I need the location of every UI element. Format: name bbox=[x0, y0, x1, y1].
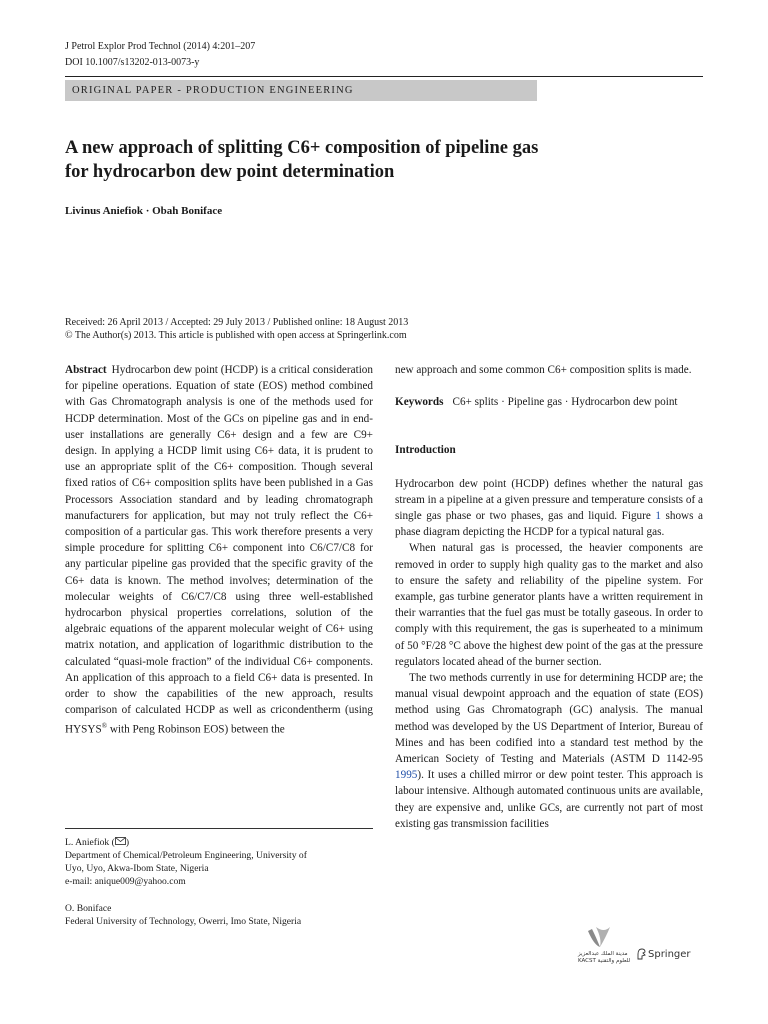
publisher-logos bbox=[578, 925, 703, 970]
registered-mark: ® bbox=[101, 722, 108, 731]
abstract-column bbox=[65, 362, 373, 738]
kacst-abbrev: KACST bbox=[578, 958, 596, 964]
copyright-notice: © The Author(s) 2013. This article is published with open access at Springerlink.com bbox=[65, 330, 407, 341]
title-line-1: A new approach of splitting C6+ composition of pipeline gas bbox=[65, 138, 539, 158]
springer-horse-icon bbox=[636, 947, 647, 965]
author-list: Livinus Aniefiok · Obah Boniface bbox=[65, 205, 223, 217]
astm-reference-link[interactable]: 1995 bbox=[395, 769, 418, 782]
kacst-arabic-line2: للعلوم والتقنية bbox=[597, 958, 631, 964]
section-banner: ORIGINAL PAPER - PRODUCTION ENGINEERING bbox=[65, 80, 537, 101]
author1-email[interactable]: e-mail: anique009@yahoo.com bbox=[65, 876, 186, 887]
introduction-heading: Introduction bbox=[395, 444, 456, 457]
kacst-text bbox=[578, 951, 630, 965]
abstract-text: Hydrocarbon dew point (HCDP) is a critical consideration for pipeline operations. Equation of state (EOS) method combined with Gas Chromatograph analysis is one of the methods used for HCDP determination. Most of the GCs on pipeline gas and in end-user installations are generally C6+ design and a few are C9+ design. In applying a HCDP limit using C6+ data, it is prudent to use an appropriate split of the C6+ composition. Though several fixed ratios of C6+ composition splits have been published in a Gas Processors Association standard and by leading chromatograph manufacturers for application, but may not truly reflect the C6+ composition of a particular gas. This work therefore presents a very simple procedure for splitting C6+ component into C6/C7/C8 for any particular pipeline gas provided that the specific gravity of the C6+ data is known. The method involves; determination of the molecular weights of C6/C7/C8 using three well-established hydrocarbon physical properties correlations, solution of the algebraic equations of the apparent molecular weight of C6+ using matrix notation, and application of logarithmic distribution to the calculated “quasi-mole fraction” of the individual C6+ components. An application of this approach to a field C6+ data is presented. In order to show the capabilities of the new approach, results comparison of calculated HCDP as well as cricondentherm (using HYSYS bbox=[65, 364, 373, 737]
keywords-label: Keywords bbox=[395, 396, 444, 409]
author1-department-line1: Department of Chemical/Petroleum Engineering, University of bbox=[65, 850, 307, 861]
keywords-paragraph bbox=[395, 394, 703, 410]
author2-name: O. Boniface bbox=[65, 903, 112, 914]
author1-close: ) bbox=[125, 837, 130, 848]
abstract-text-end: with Peng Robinson EOS) between the bbox=[107, 724, 285, 737]
author1-department-line2: Uyo, Uyo, Akwa-Ibom State, Nigeria bbox=[65, 863, 209, 874]
author2-footnote bbox=[65, 902, 373, 928]
header-rule bbox=[65, 76, 703, 77]
intro-p1-text: Hydrocarbon dew point (HCDP) defines whether the natural gas stream in a pipeline at a given pressure and temperature consists of a single gas phase or two phases, gas and liquid. Figure bbox=[395, 477, 703, 523]
author1-footnote bbox=[65, 836, 373, 888]
intro-p3-text-end: ). It uses a chilled mirror or dew point tester. This approach is labour intensive. Although automated continuous units are available, they are expensive and, unlike GCs, are currently not part of most existing gas transmission facilities bbox=[395, 769, 703, 830]
intro-paragraph-3 bbox=[395, 670, 703, 832]
article-title bbox=[65, 136, 695, 184]
right-column bbox=[395, 362, 703, 832]
author1-name: L. Aniefiok ( bbox=[65, 837, 115, 848]
figure-1-link[interactable]: 1 bbox=[655, 510, 661, 523]
author2-affiliation: Federal University of Technology, Owerri, Imo State, Nigeria bbox=[65, 916, 302, 927]
article-dates-block bbox=[65, 316, 408, 342]
article-dates: Received: 26 April 2013 / Accepted: 29 July 2013 / Published online: 18 August 2013 bbox=[65, 317, 409, 328]
footnote-rule bbox=[65, 828, 373, 829]
intro-p3-text: The two methods currently in use for determining HCDP are; the manual visual dewpoint approach and the equation of state (EOS) method using Gas Chromatograph (GC) analysis. The manual method was developed by the US Department of Interior, Bureau of Mines and has been codified into a standard test method by the American Society of Testing and Materials (ASTM D 1142-95 bbox=[395, 672, 703, 766]
title-line-2: for hydrocarbon dew point determination bbox=[65, 162, 395, 182]
springer-logo: Springer bbox=[648, 949, 691, 960]
doi[interactable]: DOI 10.1007/s13202-013-0073-y bbox=[65, 57, 200, 68]
keywords-text: C6+ splits · Pipeline gas · Hydrocarbon dew point bbox=[452, 396, 678, 409]
abstract-paragraph bbox=[65, 362, 373, 738]
envelope-icon[interactable] bbox=[115, 836, 126, 849]
intro-p1-text-end: shows a phase diagram depicting the HCDP for a typical natural gas. bbox=[395, 510, 703, 539]
abstract-label: Abstract bbox=[65, 364, 107, 376]
intro-paragraph-1 bbox=[395, 476, 703, 541]
journal-reference: J Petrol Explor Prod Technol (2014) 4:201–207 bbox=[65, 41, 256, 52]
kacst-logo-icon bbox=[586, 925, 612, 954]
kacst-arabic-line1: مدينة الملك عبدالعزيز bbox=[578, 951, 628, 957]
intro-paragraph-2: When natural gas is processed, the heavier components are removed in order to supply high quality gas to the market and also to ensure the safety and reliability of the pipeline system. For example, gas turbine generator plants have a written requirement in their warranties that the fuel gas must be totally gaseous. In order to comply with this requirement, the gas is superheated to a minimum of 50 °F/28 °C above the highest dew point of the gas at the pressure regulators located ahead of the burner section. bbox=[395, 542, 703, 668]
abstract-continuation: new approach and some common C6+ composition splits is made. bbox=[395, 364, 692, 376]
